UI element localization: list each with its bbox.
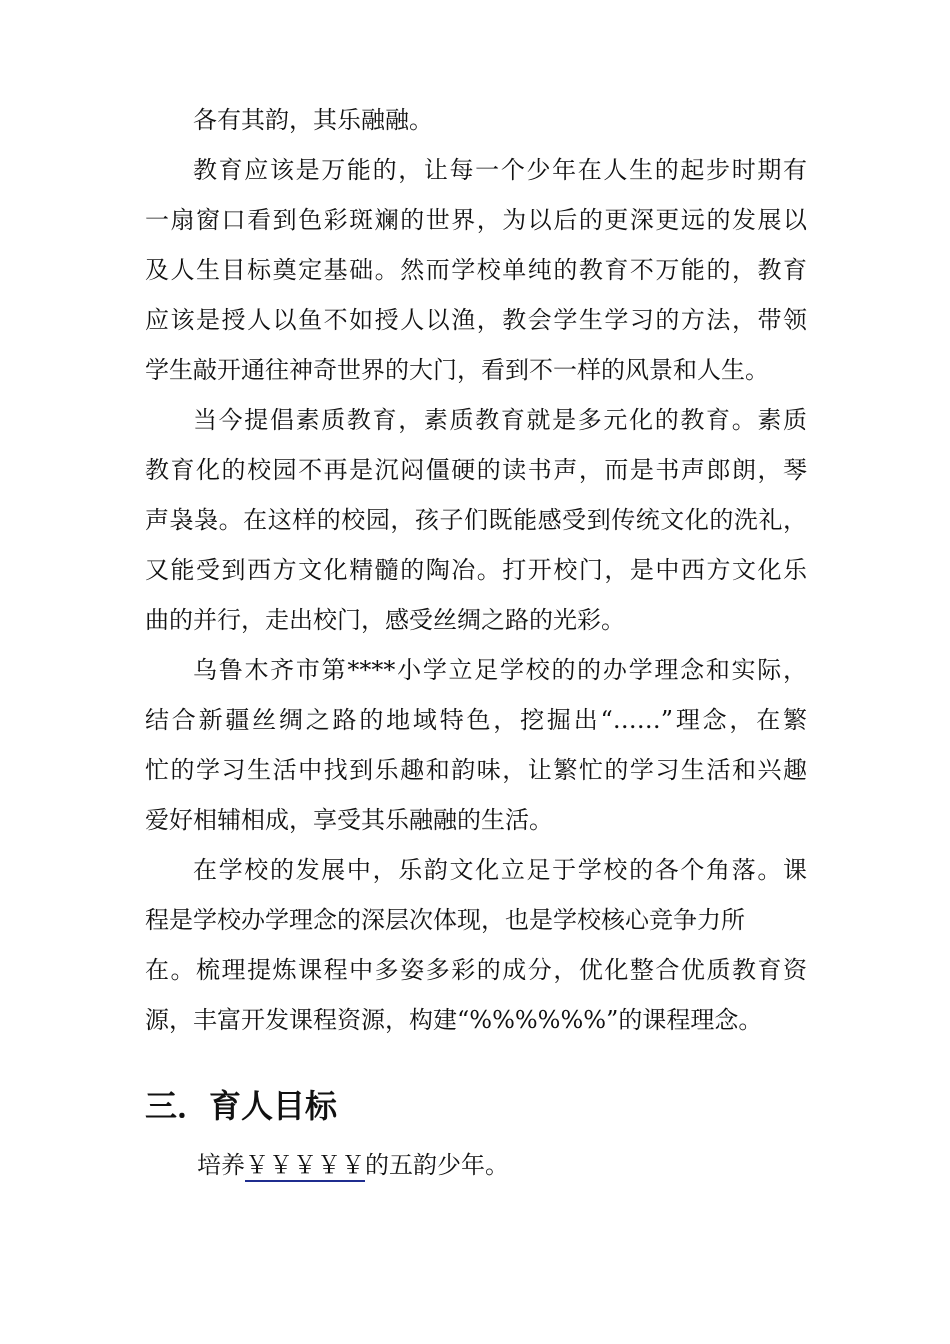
text-line: 声袅袅。在这样的校园，孩子们既能感受到传统文化的洗礼，	[145, 506, 807, 534]
goal-link[interactable]: ￥￥￥￥￥	[245, 1151, 365, 1182]
text-line: 又能受到西方文化精髓的陶冶。打开校门，是中西方文化乐	[145, 556, 807, 584]
text-line: 当今提倡素质教育，素质教育就是多元化的教育。素质	[193, 406, 807, 434]
text-line: 教育化的校园不再是沉闷僵硬的读书声，而是书声郎朗，琴	[145, 456, 807, 484]
text-line: 在学校的发展中，乐韵文化立足于学校的各个角落。课	[193, 856, 807, 884]
text-line: 教育应该是万能的，让每一个少年在人生的起步时期有	[193, 156, 807, 184]
text-line: 乌鲁木齐市第****小学立足学校的的办学理念和实际，	[193, 656, 807, 684]
goal-suffix: 的五韵少年。	[365, 1151, 509, 1179]
text-line: 曲的并行，走出校门，感受丝绸之路的光彩。	[145, 606, 625, 634]
section-heading: 三．育人目标	[145, 1087, 338, 1125]
text-line: 一扇窗口看到色彩斑斓的世界，为以后的更深更远的发展以	[145, 206, 807, 234]
goal-sentence	[197, 1140, 509, 1190]
text-line: 应该是授人以鱼不如授人以渔，教会学生学习的方法，带领	[145, 306, 807, 334]
text-line: 各有其韵，其乐融融。	[193, 106, 433, 134]
text-line: 学生敲开通往神奇世界的大门，看到不一样的风景和人生。	[145, 356, 769, 384]
text-line: 程是学校办学理念的深层次体现，也是学校核心竞争力所	[145, 906, 745, 934]
text-line: 结合新疆丝绸之路的地域特色，挖掘出“……”理念，在繁	[145, 706, 807, 734]
text-line: 源，丰富开发课程资源，构建“%%%%%%”的课程理念。	[145, 1006, 763, 1034]
goal-prefix: 培养	[197, 1151, 245, 1179]
text-line: 爱好相辅相成，享受其乐融融的生活。	[145, 806, 553, 834]
body-text	[145, 95, 807, 1045]
text-line: 忙的学习生活中找到乐趣和韵味，让繁忙的学习生活和兴趣	[145, 756, 807, 784]
text-line: 在。梳理提炼课程中多姿多彩的成分，优化整合优质教育资	[145, 956, 807, 984]
text-line: 及人生目标奠定基础。然而学校单纯的教育不万能的，教育	[145, 256, 807, 284]
